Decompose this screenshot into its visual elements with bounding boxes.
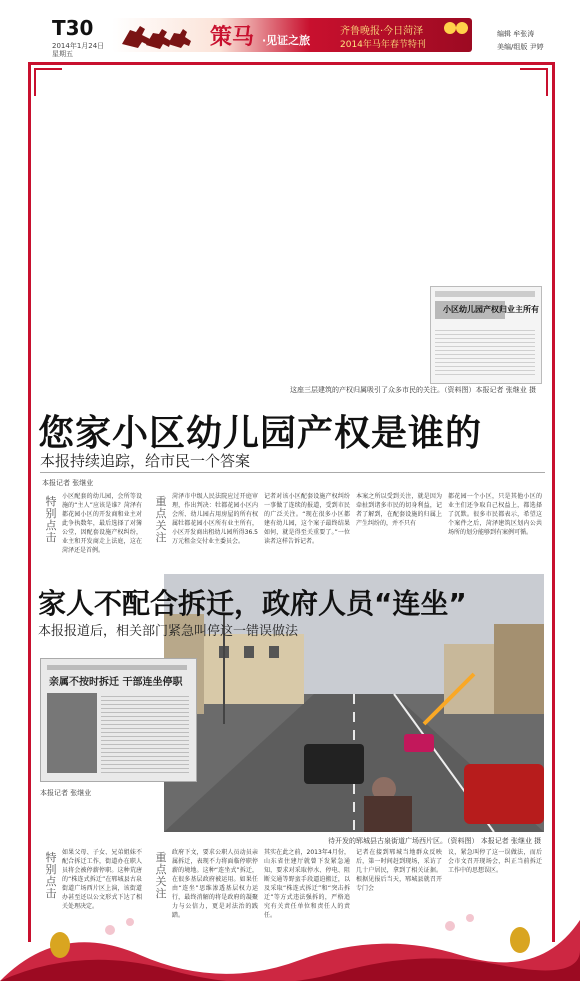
article2-col2: 政府下文，要求公职人员动员亲属拆迁，表现不力将面临停职停薪的境地。这种“连坐式”拆迁，在很多基层政府被运用。如果任由“连坐”思维渗透基层权力运行，最终消解的将是政府的凝聚力与公信力，更是对法治的践踏。 [172, 849, 258, 919]
clipping-title-2: 亲属不按时拆迁 干部连坐停职 [49, 677, 183, 688]
article2-col4: 记者在接到郓城当地群众反映后，第一时间赶到现场，采访了几十户居民，拿到了相关证据。根据见报后当天，郓城县就召开专门会 [356, 849, 442, 892]
page-header [0, 0, 580, 62]
article1-col5: 都花园一个小区，只是其他小区的业主们还争取自己权益上，都选择了沉默。很多市民都表示，希望这个案件之后，菏泽建筑区划内公共场所的划分能够到有案例可循。 [448, 493, 542, 536]
article2-col1: 如果父母、子女、兄弟姐妹不配合拆迁工作，街道办在职人员将会被停薪停职。这种荒唐的“株连式拆迁”在郓城县古泉街道广场西片区上演，该街道办甚至还以公文形式下达了相关处理决定。 [62, 849, 142, 910]
subheadline-1: 本报持续追踪，给市民一个答案 [40, 452, 251, 470]
frame-top [28, 62, 555, 73]
article1-col4: 本案之所以受到关注，就是因为牵扯到诸多市民的切身利益，记者了解到，在配套设施的归属上产生纠纷的，并不只有 [356, 493, 442, 527]
headline-1: 您家小区幼儿园产权是谁的 [38, 413, 483, 454]
footer-ornament [0, 860, 580, 981]
corner-ornament [34, 68, 62, 96]
header-banner [112, 14, 472, 54]
issue-date [52, 42, 104, 58]
weekday-text: 星期五 [52, 50, 73, 58]
corner-ornament [520, 68, 548, 96]
clipping-title-1: 小区幼儿园产权归业主所有 [443, 305, 539, 314]
editor-credits [497, 28, 544, 54]
article2-col3: 其实在此之前，2013年4月份，山东省住建厅就曾下发紧急通知，要求对采取停水、停电、阻断交通等野蛮手段逼迫搬迁，以及采取“株连式拆迁”和“突击拆迁”等方式违法强拆的，严格追究有关责任单位和责任人的责任。 [264, 849, 350, 919]
subheadline-2: 本报报道后，相关部门紧急叫停这一错误做法 [38, 624, 299, 639]
byline-2: 本报记者 张继业 [40, 789, 92, 797]
article1-col1: 小区配套的幼儿园，会所等设施的“主人”应该是谁？菏泽有都花园小区的开发商和业主对此争执数年，最后选择了对簿公堂，因配套设施产权纠纷，业主和开发商走上法庭，这在菏泽还是首例。 [62, 493, 142, 554]
label-focus-2: 重点关注 [155, 851, 167, 900]
rule [40, 472, 545, 473]
date-text: 2014年1月24日 [52, 42, 105, 50]
photo-caption-1: 这座三层建筑的产权归属吸引了众多市民的关注。（资料图）本报记者 张继业 摄 [290, 386, 536, 394]
frame-left [28, 62, 31, 942]
newspaper-clipping-1 [430, 286, 542, 384]
article1-col3: 记者对该小区配套设施产权纠纷一事做了连续的报道，受到市民的广泛关注。“现在很多小区都建有幼儿园，这个案子最终结果如何，就是得至关重要了。”一位读者这样告诉记者。 [264, 493, 350, 545]
byline-1: 本报记者 张继业 [42, 479, 94, 487]
banner-sub-1: 齐鲁晚报·今日菏泽 [340, 26, 424, 37]
label-special-1: 特别点击 [45, 495, 57, 544]
label-focus-1: 重点关注 [155, 495, 167, 544]
photo-caption-2: 待开发的郓城县古泉街道广场西片区。（资料图） 本报记者 张继业 摄 [328, 837, 542, 845]
article1-col2: 菏泽市中级人民法院应过开庭审理，作出判决：牡都花园小区内会所、幼儿园占用房屋的所有权属牡都花园小区所有业主所有，小区开发商出租幼儿园所得36.5万元租金交付业主委员会。 [172, 493, 258, 545]
label-special-2: 特别点击 [45, 851, 57, 900]
banner-calligraphy: 策马 [210, 24, 255, 50]
editor-text: 编辑 牟张涛 [497, 30, 535, 38]
designer-text: 美编/组版 尹婷 [497, 43, 544, 51]
headline-2: 家人不配合拆迁，政府人员“连坐” [38, 587, 467, 620]
banner-sub-2: 2014年马年春节特刊 [340, 40, 426, 50]
svg-text:·见证之旅: ·见证之旅 [262, 34, 311, 47]
article2-col5: 议，紧急叫停了这一误做法，而后会市文召开现场会，纠正当前拆迁工作中的思想误区。 [448, 849, 542, 874]
frame-right [552, 62, 555, 942]
page-number: T30 [52, 16, 94, 40]
newspaper-clipping-2 [40, 658, 197, 782]
